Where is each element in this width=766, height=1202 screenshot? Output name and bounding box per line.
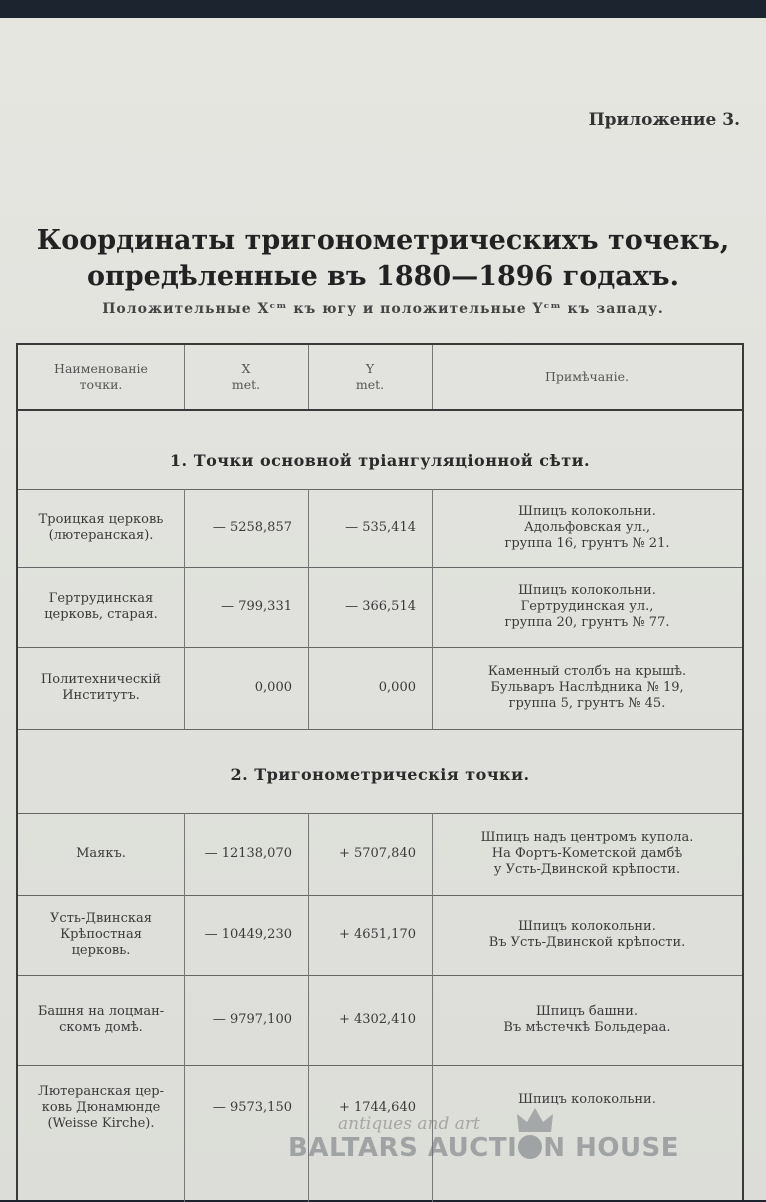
- table-row: [18, 567, 742, 648]
- page-title: [0, 223, 766, 295]
- x-value: — 9573,150: [212, 1100, 292, 1115]
- y-value: — 535,414: [345, 520, 416, 535]
- table-row: [18, 813, 742, 896]
- header-note: Примѣчаніе.: [545, 369, 629, 384]
- note: Каменный столбъ на крышѣ. Бульваръ Наслѣдника № 19, группа 5, грунтъ № 45.: [487, 664, 687, 711]
- x-value: — 5258,857: [212, 520, 292, 535]
- logo-o-icon: [518, 1135, 542, 1159]
- y-value: — 366,514: [345, 599, 416, 614]
- point-name: Башня на лоцман- скомъ домѣ.: [37, 1004, 165, 1035]
- header-y: Y met.: [355, 361, 385, 392]
- x-value: — 12138,070: [204, 846, 292, 861]
- note: Шпицъ колокольни. Гертрудинская ул., группа 20, грунтъ № 77.: [504, 583, 670, 630]
- section-1-title: 1. Точки основной тріангуляціонной сѣти.: [169, 451, 591, 470]
- table-header-row: [18, 345, 742, 411]
- note: Шпицъ колокольни. Адольфовская ул., группа 16, грунтъ № 21.: [504, 504, 670, 551]
- page-subtitle: Положительные Xᶜᵐ къ югу и положительные Yᶜᵐ къ западу.: [102, 301, 664, 317]
- point-name: Маякъ.: [76, 846, 126, 861]
- section-2-row: [18, 729, 742, 814]
- y-value: + 5707,840: [338, 846, 416, 861]
- note: Шпицъ колокольни.: [518, 1092, 656, 1107]
- note: Шпицъ колокольни. Въ Усть-Двинской крѣпости.: [488, 919, 686, 950]
- x-value: 0,000: [254, 680, 292, 695]
- section-2-title: 2. Тригонометрическія точки.: [230, 765, 530, 784]
- x-value: — 9797,100: [212, 1012, 292, 1027]
- table-row: [18, 489, 742, 568]
- table-row: [18, 975, 742, 1066]
- header-x: X met.: [231, 361, 261, 392]
- section-1-row: [18, 409, 742, 490]
- y-value: 0,000: [378, 680, 416, 695]
- y-value: + 4651,170: [338, 927, 416, 942]
- point-name: Политехническій Институтъ.: [40, 672, 162, 703]
- x-value: — 799,331: [221, 599, 292, 614]
- watermark-tagline: antiques and art: [338, 1114, 480, 1134]
- note: Шпицъ башни. Въ мѣстечкѣ Больдераа.: [503, 1004, 671, 1035]
- x-value: — 10449,230: [204, 927, 292, 942]
- y-value: + 1744,640: [338, 1100, 416, 1115]
- table-row: [18, 895, 742, 976]
- note: Шпицъ надъ центромъ купола. На Фортъ-Кометской дамбѣ у Усть-Двинской крѣпости.: [480, 830, 694, 877]
- point-name: Гертрудинская церковь, старая.: [44, 591, 158, 622]
- title-line-1: Координаты тригонометрическихъ точекъ,: [36, 225, 730, 256]
- y-value: + 4302,410: [338, 1012, 416, 1027]
- appendix-label: Приложение 3.: [588, 110, 740, 130]
- point-name: Лютеранская цер- ковь Дюнамюнде (Weisse Kirche).: [37, 1084, 165, 1131]
- document-page: [0, 18, 766, 1200]
- title-line-2: опредѣленные въ 1880—1896 годахъ.: [86, 261, 679, 292]
- table-row: [18, 647, 742, 730]
- coordinates-table: [16, 343, 744, 1200]
- header-name: Наименованіе точки.: [54, 361, 148, 392]
- crown-icon: [515, 1106, 555, 1134]
- watermark-brand: BALTARS AUCTI N HOUSE: [288, 1133, 680, 1163]
- point-name: Усть-Двинская Крѣпостная церковь.: [50, 911, 152, 958]
- point-name: Троицкая церковь (лютеранская).: [38, 512, 164, 543]
